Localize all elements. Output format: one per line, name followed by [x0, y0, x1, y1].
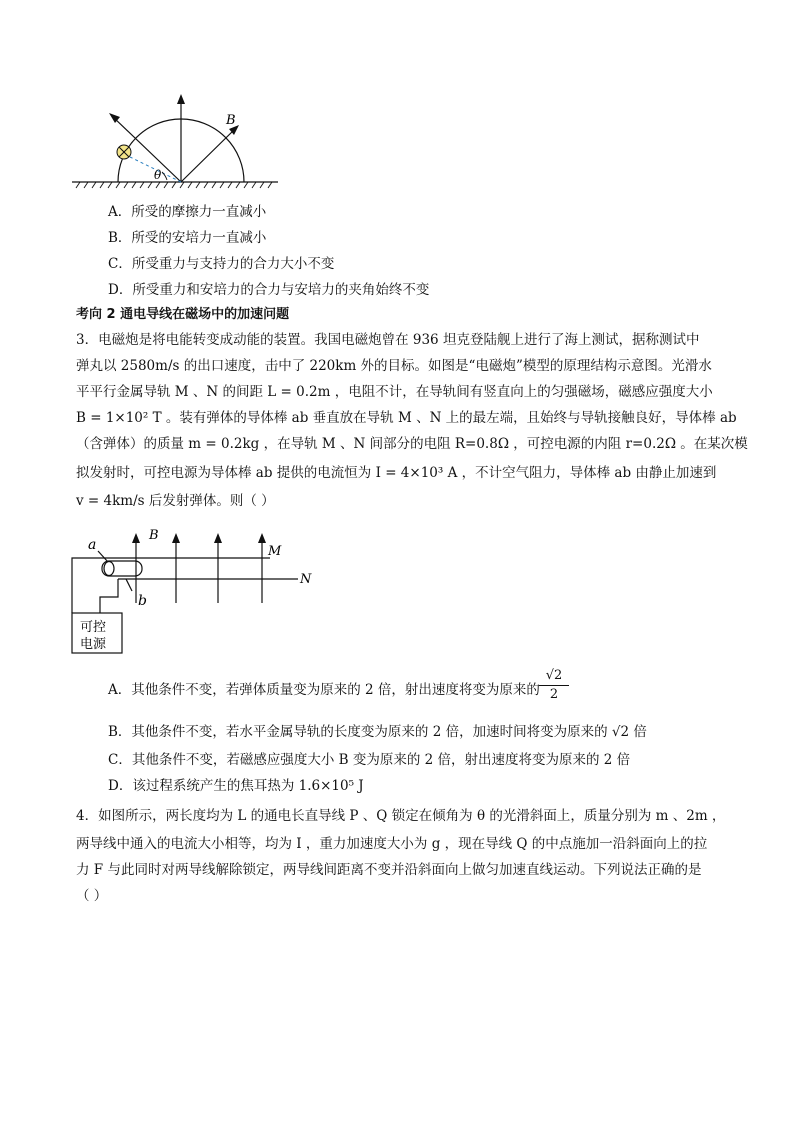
fig1-label-theta: θ: [154, 168, 162, 182]
option-a-prev: A．所受的摩擦力一直减小: [108, 204, 267, 220]
fig1-label-B: B: [226, 113, 236, 128]
q3-option-a-fraction: [539, 667, 569, 704]
option-b-prev: B．所受的安培力一直减小: [108, 230, 267, 246]
q3-option-a: A．其他条件不变，若弹体质量变为原来的 2 倍，射出速度将变为原来的: [108, 682, 540, 698]
option-d-prev: D．所受重力和安培力的合力与安培力的夹角始终不变: [108, 282, 430, 298]
option-c-prev: C．所受重力与支持力的合力大小不变: [108, 256, 335, 272]
fig2-source-line2: 电源: [80, 637, 107, 652]
q3-line-1: 3．电磁炮是将电能转变成动能的装置。我国电磁炮曾在 936 坦克登陆舰上进行了海上测试，据称测试中: [76, 332, 700, 348]
section-title: 考向 2 通电导线在磁场中的加速问题: [76, 307, 290, 322]
fraction-denominator: 2: [549, 687, 559, 702]
q3-line-5: （含弹体）的质量 m = 0.2kg ，在导轨 M 、N 间部分的电阻 R=0.8Ω ，可控电源的内阻 r=0.2Ω 。在某次模: [76, 436, 748, 452]
fig2-label-N: N: [300, 572, 312, 587]
q4-line-1: 4．如图所示，两长度均为 L 的通电长直导线 P 、Q 锁定在倾角为 θ 的光滑斜面上，质量分别为 m 、2m ，: [76, 808, 726, 824]
q4-line-4: （ ）: [76, 888, 108, 904]
q4-line-2: 两导线中通入的电流大小相等，均为 I ，重力加速度大小为 g ，现在导线 Q 的中点施加一沿斜面向上的拉: [76, 836, 708, 852]
fig2-label-M: M: [268, 544, 282, 559]
fraction-numerator: √2: [539, 667, 569, 686]
fig2-label-a: a: [88, 537, 97, 553]
q3-line-6: 拟发射时，可控电源为导体棒 ab 提供的电流恒为 I = 4×10³ A ，不计空气阻力，导体棒 ab 由静止加速到: [76, 465, 717, 481]
figure-semicircle: [0, 0, 800, 200]
fig2-source-line1: 可控: [80, 620, 107, 635]
q3-line-3: 平平行金属导轨 M 、N 的间距 L = 0.2m ，电阻不计，在导轨间有竖直向上的匀强磁场，磁感应强度大小: [76, 384, 713, 400]
q3-option-b: B．其他条件不变，若水平金属导轨的长度变为原来的 2 倍，加速时间将变为原来的 √2 倍: [108, 724, 647, 740]
fig2-label-B: B: [149, 528, 159, 543]
fig2-label-b: b: [138, 593, 147, 609]
q3-line-4: B = 1×10² T 。装有弹体的导体棒 ab 垂直放在导轨 M 、N 上的最左端，且始终与导轨接触良好，导体棒 ab: [76, 410, 737, 426]
figure-railgun: [0, 515, 800, 675]
q3-option-d: D．该过程系统产生的焦耳热为 1.6×10⁵ J: [108, 778, 364, 794]
q3-line-2: 弹丸以 2580m/s 的出口速度，击中了 220km 外的目标。如图是“电磁炮”模型的原理结构示意图。光滑水: [76, 358, 712, 374]
q3-option-c: C．其他条件不变，若磁感应强度大小 B 变为原来的 2 倍，射出速度将变为原来的 2 倍: [108, 752, 631, 768]
q4-line-3: 力 F 与此同时对两导线解除锁定，两导线间距离不变并沿斜面向上做匀加速直线运动。下列说法正确的是: [76, 862, 702, 878]
q3-line-7: v = 4km/s 后发射弹体。则（ ）: [76, 493, 275, 509]
